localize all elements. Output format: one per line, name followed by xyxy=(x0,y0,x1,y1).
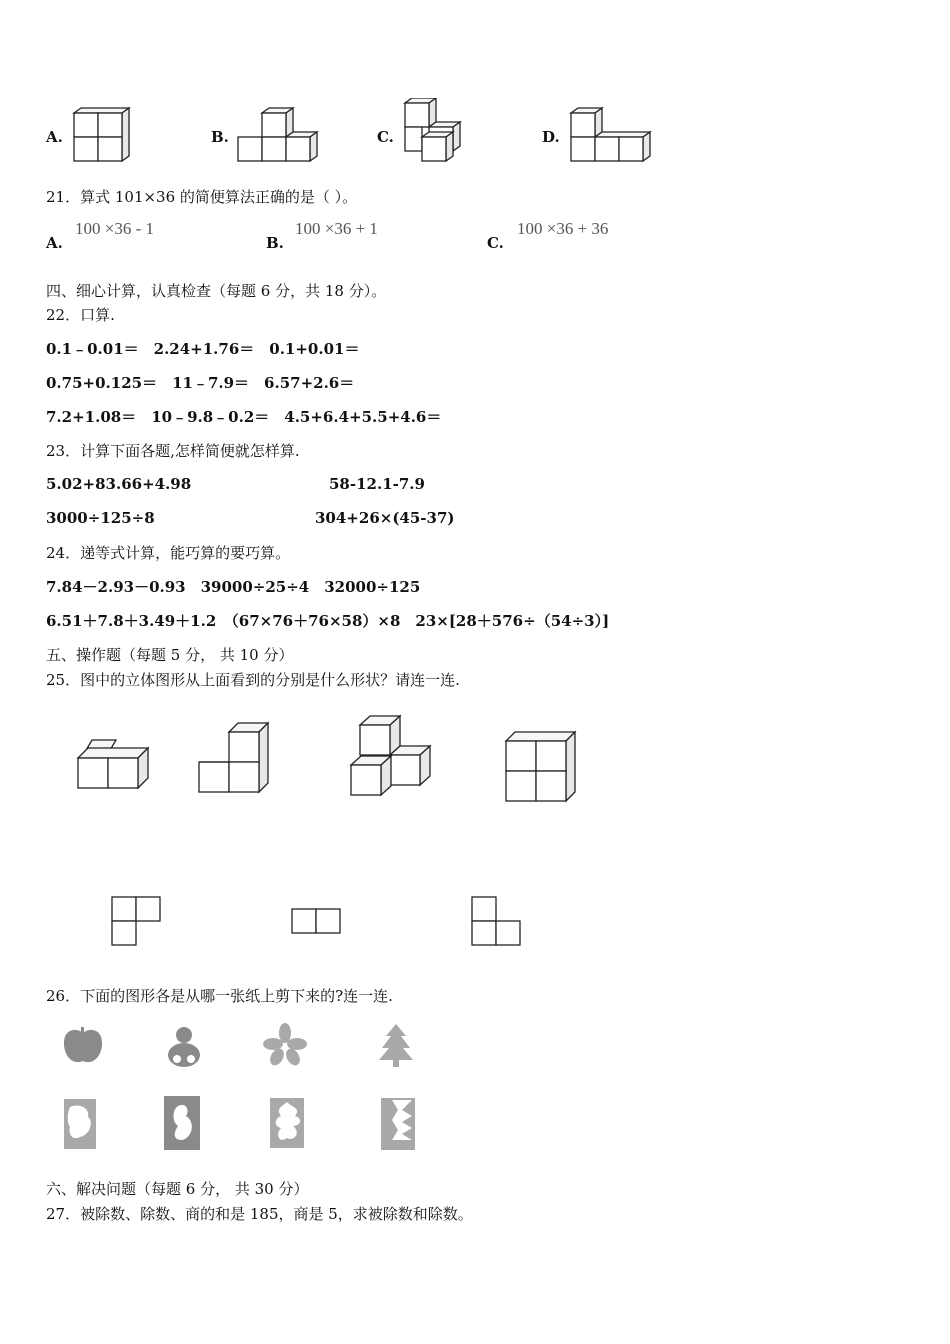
q23-item-2: 58-12.1-7.9 xyxy=(329,475,425,493)
q21-option-b-label: B. xyxy=(266,234,284,252)
q25-solid-3 xyxy=(348,713,434,799)
section4-heading: 四、细心计算，认真检查（每题 6 分，共 18 分）。 xyxy=(46,282,387,300)
q26-paper-4 xyxy=(378,1096,418,1152)
q23-item-1: 5.02+83.66+4.98 xyxy=(46,475,192,493)
q21-option-a-expr: 100 ×36 - 1 xyxy=(75,219,154,238)
q26-paper-2 xyxy=(160,1094,204,1152)
q23-item-4: 304+26×(45-37) xyxy=(315,509,455,527)
q25-solid-4 xyxy=(503,729,579,805)
q20-option-d-label: D. xyxy=(542,128,560,146)
q21-option-c-label: C. xyxy=(487,234,504,252)
section6-heading: 六、解决问题（每题 6 分， 共 30 分） xyxy=(46,1180,309,1198)
q26-flower-shape xyxy=(262,1022,308,1068)
q21-option-b-expr: 100 ×36 + 1 xyxy=(295,219,378,238)
q25-solid-1 xyxy=(76,738,152,792)
q24-row-1: 7.84－2.93－0.93 39000÷25÷4 32000÷125 xyxy=(46,578,421,596)
q22-row-3: 7.2+1.08＝ 10﹣9.8﹣0.2＝ 4.5+6.4+5.5+4.6＝ xyxy=(46,408,442,426)
q20-option-b-label: B. xyxy=(211,128,229,146)
section5-heading: 五、操作题（每题 5 分， 共 10 分） xyxy=(46,646,294,664)
q23-title: 23．计算下面各题,怎样简便就怎样算. xyxy=(46,442,300,460)
q24-row-2: 6.51＋7.8＋3.49＋1.2 （67×76＋76×58）×8 23×[28＋576÷（54÷3）] xyxy=(46,612,610,630)
q26-apple-shape xyxy=(60,1023,106,1069)
q25-top-view-1 xyxy=(110,895,164,947)
q25-solid-2 xyxy=(198,720,272,796)
q25-top-view-2 xyxy=(290,907,344,935)
q27-title: 27．被除数、除数、商的和是 185，商是 5，求被除数和除数。 xyxy=(46,1205,473,1223)
q25-top-view-3 xyxy=(470,895,524,947)
q20-option-d-figure xyxy=(569,104,655,164)
q26-gourd-shape xyxy=(162,1022,206,1070)
q26-title: 26．下面的图形各是从哪一张纸上剪下来的?连一连. xyxy=(46,987,393,1005)
q26-paper-3 xyxy=(267,1096,307,1150)
q22-title: 22．口算. xyxy=(46,306,115,324)
q21-option-a-label: A. xyxy=(46,234,63,252)
q24-title: 24．递等式计算，能巧算的要巧算。 xyxy=(46,544,291,562)
q20-option-a-figure xyxy=(72,104,134,164)
q23-item-3: 3000÷125÷8 xyxy=(46,509,155,527)
q20-option-a-label: A. xyxy=(46,128,63,146)
q26-tree-shape xyxy=(376,1022,416,1070)
q21-question: 21．算式 101×36 的简便算法正确的是（ ）。 xyxy=(46,188,358,206)
q26-paper-1 xyxy=(60,1097,100,1151)
q22-row-2: 0.75+0.125＝ 11﹣7.9＝ 6.57+2.6＝ xyxy=(46,374,355,392)
q20-option-c-figure xyxy=(402,98,466,164)
q20-option-b-figure xyxy=(236,104,322,164)
q25-title: 25．图中的立体图形从上面看到的分别是什么形状？请连一连. xyxy=(46,671,460,689)
q22-row-1: 0.1﹣0.01＝ 2.24+1.76＝ 0.1+0.01＝ xyxy=(46,340,360,358)
q21-option-c-expr: 100 ×36 + 36 xyxy=(517,219,609,238)
q20-option-c-label: C. xyxy=(377,128,394,146)
